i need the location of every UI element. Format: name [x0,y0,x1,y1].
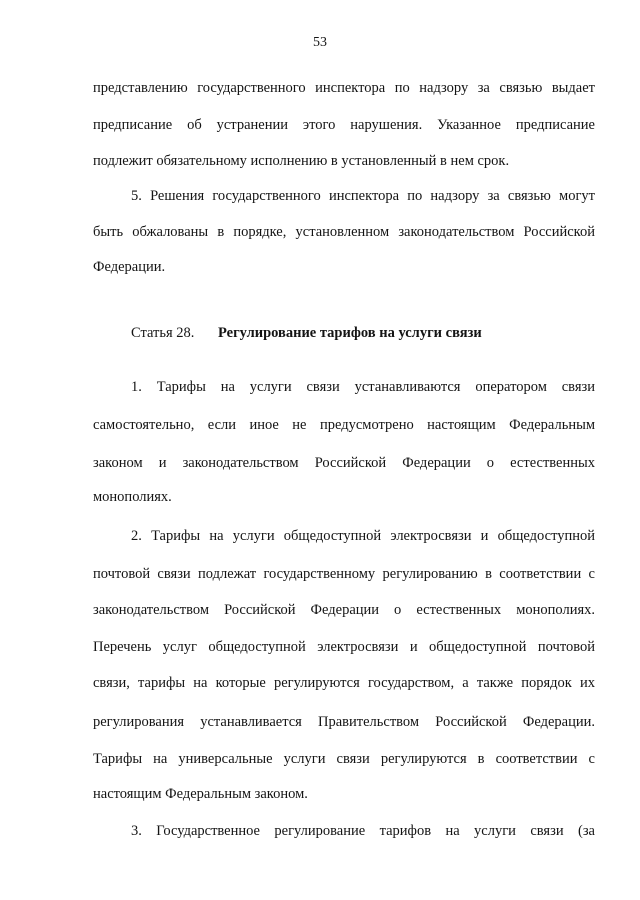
paragraph-line: законодательством Российской Федерации о естественных монополиях. [93,602,595,618]
paragraph-line: подлежит обязательному исполнению в установленный в нем срок. [93,153,510,169]
paragraph-line: 5. Решения государственного инспектора по надзору за связью могут [131,188,595,204]
paragraph-line: Перечень услуг общедоступной электросвязи и общедоступной почтовой [93,639,595,655]
paragraph-line: Федерации. [93,259,166,275]
paragraph-line: самостоятельно, если иное не предусмотрено настоящим Федеральным [93,417,595,433]
page-number: 53 [313,35,327,50]
paragraph-line: монополиях. [93,489,172,505]
paragraph-line: настоящим Федеральным законом. [93,786,308,802]
paragraph-line: 2. Тарифы на услуги общедоступной электросвязи и общедоступной [131,528,595,544]
paragraph-line: почтовой связи подлежат государственному регулированию в соответствии с [93,566,595,582]
paragraph-line: регулирования устанавливается Правительством Российской Федерации. [93,714,595,730]
paragraph-line: представлению государственного инспектора по надзору за связью выдает [93,80,595,96]
paragraph-line: связи, тарифы на которые регулируются государством, а также порядок их [93,675,595,691]
paragraph-line: предписание об устранении этого нарушения. Указанное предписание [93,117,595,133]
article-label: Статья 28. [131,325,195,341]
paragraph-line: законом и законодательством Российской Федерации о естественных [93,455,595,471]
paragraph-line: 3. Государственное регулирование тарифов на услуги связи (за [131,823,595,839]
article-title: Регулирование тарифов на услуги связи [218,325,482,341]
paragraph-line: 1. Тарифы на услуги связи устанавливаются оператором связи [131,379,595,395]
paragraph-line: быть обжалованы в порядке, установленном законодательством Российской [93,224,595,240]
paragraph-line: Тарифы на универсальные услуги связи регулируются в соответствии с [93,751,595,767]
